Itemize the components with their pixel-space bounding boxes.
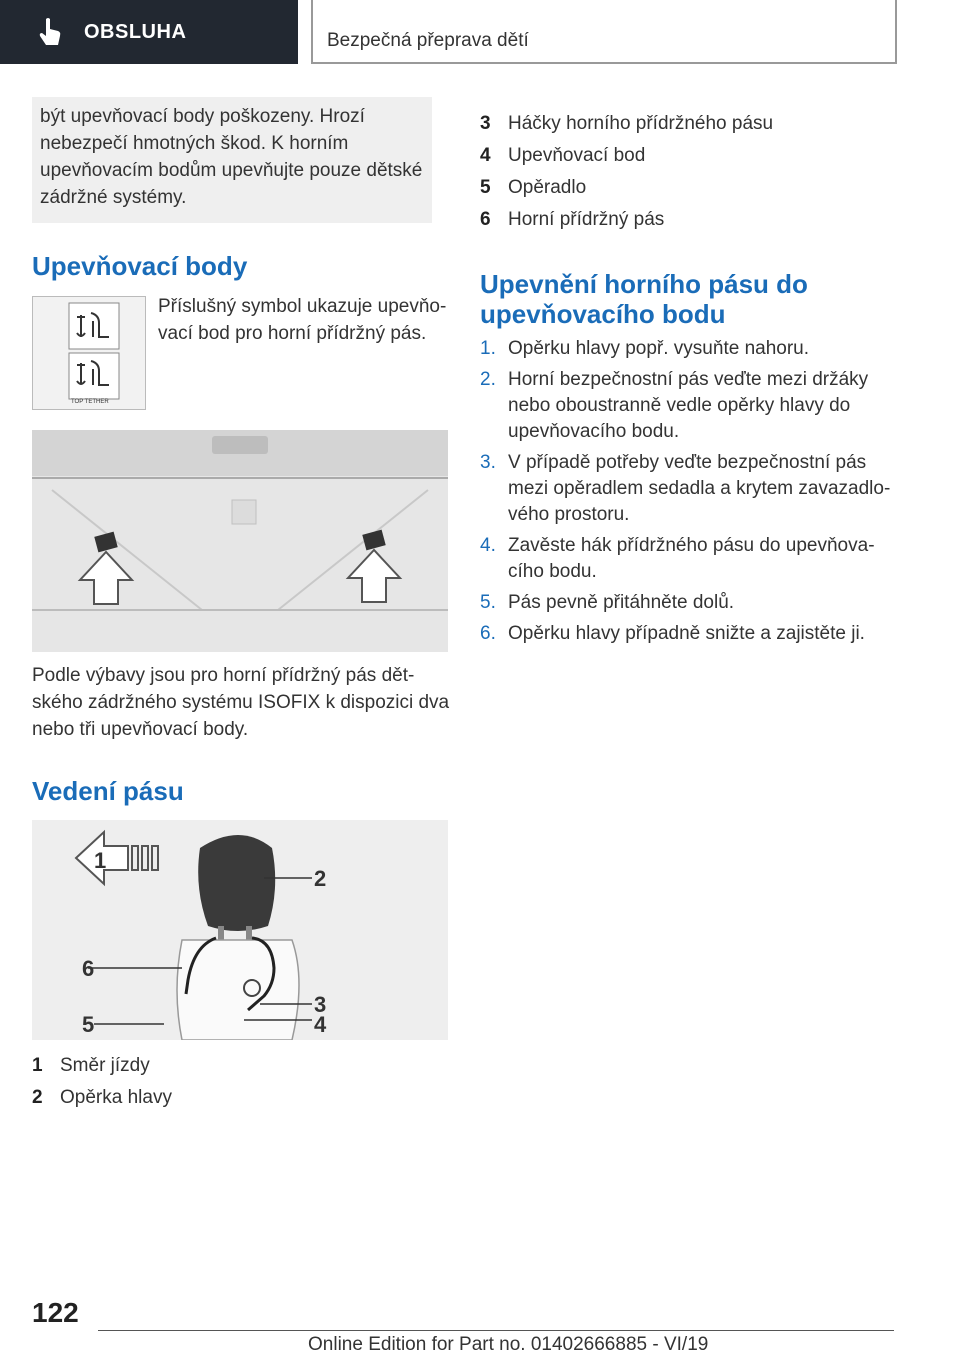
step-item: 5. Pás pevně přitáhněte dolů. bbox=[480, 592, 735, 613]
step-item: 2. Horní bezpečnostní pás veďte mezi držáky nebo oboustranně vedle opěrky hlavy do upevňovacího bodu. bbox=[480, 369, 869, 442]
legend-item: 6 Horní přídržný pás bbox=[480, 209, 665, 230]
callout-5: 5 bbox=[82, 1012, 95, 1037]
legend-item: 2 Opěrka hlavy bbox=[32, 1087, 172, 1108]
top-tether-icon bbox=[33, 297, 145, 409]
legend-item: 4 Upevňovací bod bbox=[480, 145, 646, 166]
trunk-anchor-photo bbox=[32, 430, 448, 652]
warning-text: být upevňovací body poškozeny. Hrozí nebezpečí hmotných škod. K horním upevňovacím bodům upevňujte pouze dětské zádržné systémy. bbox=[40, 106, 423, 208]
section-tab bbox=[0, 0, 298, 64]
symbol-description: Příslušný symbol ukazuje upevňovací bod pro horní přídržný pás. bbox=[158, 296, 447, 344]
hand-pointer-icon bbox=[38, 17, 62, 47]
heading-belt-routing: Vedení pásu bbox=[32, 776, 184, 806]
section-label: OBSLUHA bbox=[84, 20, 187, 43]
legend-item: 1 Směr jízdy bbox=[32, 1055, 150, 1076]
footer-divider bbox=[98, 1330, 894, 1331]
step-item: 4. Zavěste hák přídržného pásu do upevňovacího bodu. bbox=[480, 535, 875, 582]
legend-item: 5 Opěradlo bbox=[480, 177, 587, 198]
chapter-header bbox=[311, 0, 897, 64]
legend-right bbox=[480, 108, 900, 236]
top-tether-symbol bbox=[32, 296, 146, 410]
callout-6: 6 bbox=[82, 956, 95, 981]
step-item: 3. V případě potřeby veďte bezpečnostní pás mezi opěradlem sedadla a krytem zavazadlového prostoru. bbox=[480, 452, 891, 525]
belt-routing-diagram bbox=[32, 820, 448, 1040]
callout-2: 2 bbox=[314, 866, 327, 891]
page-number: 122 bbox=[32, 1297, 79, 1328]
step-item: 1. Opěrku hlavy popř. vysuňte nahoru. bbox=[480, 338, 810, 359]
step-item: 6. Opěrku hlavy případně snižte a zajistěte ji. bbox=[480, 623, 865, 644]
mount-steps bbox=[480, 336, 900, 652]
heading-mount-line2: upevňovacího bodu bbox=[480, 299, 726, 329]
heading-mount-line1: Upevnění horního pásu do bbox=[480, 269, 808, 299]
callout-4: 4 bbox=[314, 1012, 327, 1037]
legend-item: 3 Háčky horního přídržného pásu bbox=[480, 113, 774, 134]
heading-anchor-points: Upevňovací body bbox=[32, 251, 248, 281]
legend-left bbox=[32, 1050, 452, 1114]
callout-1: 1 bbox=[94, 848, 107, 873]
icon-caption: TOP TETHER bbox=[71, 399, 109, 405]
callout-3: 3 bbox=[314, 992, 327, 1017]
edition-footer: Online Edition for Part no. 01402666885 - VI/19 bbox=[308, 1334, 709, 1355]
chapter-title: Bezpečná přeprava dětí bbox=[327, 30, 529, 51]
anchor-body-text: Podle výbavy jsou pro horní přídržný pás dětského zádržného systému ISOFIX k dispozici dva nebo tři upevňovací body. bbox=[32, 665, 450, 740]
warning-box bbox=[32, 97, 432, 223]
